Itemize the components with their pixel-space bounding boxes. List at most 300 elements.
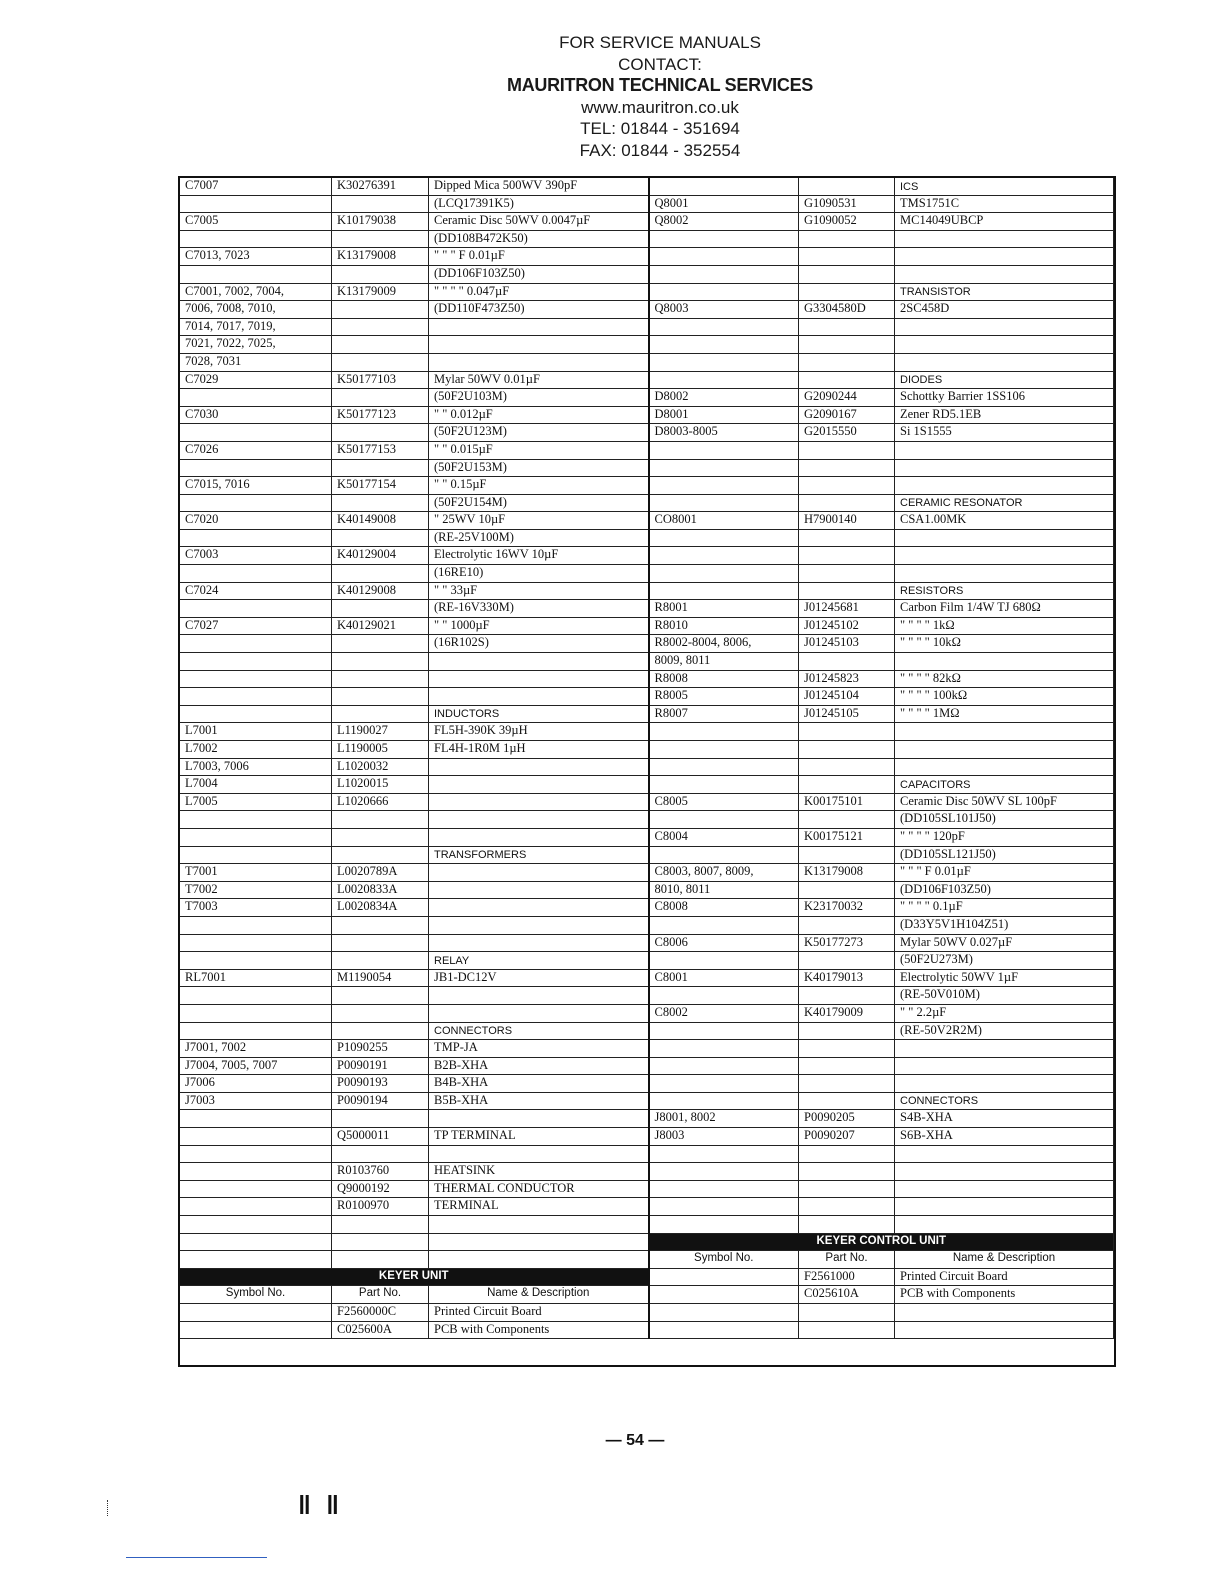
table-cell: [180, 934, 332, 952]
table-cell: Dipped Mica 500WV 390pF: [429, 178, 649, 196]
table-cell: RELAY: [429, 952, 649, 970]
table-row: [180, 741, 1114, 759]
table-cell: [429, 758, 649, 776]
parts-list-table: [179, 177, 1114, 1339]
header-line1: FOR SERVICE MANUALS: [559, 33, 761, 52]
table-cell: B2B-XHA: [429, 1057, 649, 1075]
table-cell: [180, 846, 332, 864]
table-cell: [332, 916, 429, 934]
table-cell: [649, 529, 799, 547]
table-cell: [332, 1233, 429, 1251]
table-cell: [332, 653, 429, 671]
table-cell: [332, 459, 429, 477]
table-cell: P0090207: [799, 1128, 895, 1146]
table-cell: [429, 916, 649, 934]
table-cell: T7001: [180, 864, 332, 882]
table-cell: [895, 529, 1114, 547]
column-header: Part No.: [799, 1251, 895, 1269]
table-cell: C7030: [180, 406, 332, 424]
table-cell: [799, 1163, 895, 1181]
table-cell: J01245105: [799, 705, 895, 723]
table-cell: [332, 934, 429, 952]
table-cell: [649, 459, 799, 477]
table-row: [180, 1110, 1114, 1128]
table-row: [180, 1004, 1114, 1022]
table-row: [180, 389, 1114, 407]
table-cell: P0090193: [332, 1075, 429, 1093]
table-cell: " " 2.2µF: [895, 1004, 1114, 1022]
table-cell: C025610A: [799, 1286, 895, 1304]
table-cell: [180, 195, 332, 213]
table-cell: [799, 336, 895, 354]
table-cell: C8006: [649, 934, 799, 952]
table-cell: [799, 653, 895, 671]
table-cell: C8008: [649, 899, 799, 917]
table-cell: L1190005: [332, 741, 429, 759]
table-cell: [649, 283, 799, 301]
header-line2: CONTACT:: [618, 54, 702, 74]
table-cell: [180, 1004, 332, 1022]
table-cell: [180, 265, 332, 283]
table-row: [180, 934, 1114, 952]
table-row: [180, 916, 1114, 934]
table-cell: [332, 811, 429, 829]
table-cell: J7004, 7005, 7007: [180, 1057, 332, 1075]
table-row: [180, 283, 1114, 301]
table-cell: [429, 353, 649, 371]
table-cell: [895, 459, 1114, 477]
table-cell: (DD110F473Z50): [429, 301, 649, 319]
table-cell: " " " F 0.01µF: [429, 248, 649, 266]
table-cell: [649, 1198, 799, 1216]
table-row: [180, 565, 1114, 583]
table-cell: L1020032: [332, 758, 429, 776]
table-cell: [429, 318, 649, 336]
table-cell: C8004: [649, 828, 799, 846]
table-row: [180, 600, 1114, 618]
table-cell: JB1-DC12V: [429, 969, 649, 987]
table-cell: [332, 529, 429, 547]
table-row: [180, 1075, 1114, 1093]
table-cell: INDUCTORS: [429, 705, 649, 723]
table-cell: R8010: [649, 617, 799, 635]
table-cell: L7005: [180, 793, 332, 811]
table-cell: K30276391: [332, 178, 429, 196]
table-cell: [429, 881, 649, 899]
table-cell: C8001: [649, 969, 799, 987]
table-cell: (RE-25V100M): [429, 529, 649, 547]
table-cell: [649, 987, 799, 1005]
table-cell: " " " " 0.047µF: [429, 283, 649, 301]
table-cell: (16R102S): [429, 635, 649, 653]
table-row: [180, 987, 1114, 1005]
table-cell: [180, 1216, 332, 1234]
table-cell: [180, 811, 332, 829]
table-cell: G2090167: [799, 406, 895, 424]
table-row: [180, 582, 1114, 600]
table-cell: [799, 565, 895, 583]
table-cell: J01245823: [799, 670, 895, 688]
table-cell: [332, 265, 429, 283]
table-cell: [649, 952, 799, 970]
table-cell: M1190054: [332, 969, 429, 987]
table-cell: " " " " 10kΩ: [895, 635, 1114, 653]
table-cell: [180, 952, 332, 970]
table-cell: [895, 1216, 1114, 1234]
table-row: [180, 1022, 1114, 1040]
table-cell: [332, 230, 429, 248]
table-cell: Q8001: [649, 195, 799, 213]
table-cell: CO8001: [649, 512, 799, 530]
table-cell: [799, 178, 895, 196]
table-cell: [332, 301, 429, 319]
table-cell: [332, 600, 429, 618]
table-cell: J8003: [649, 1128, 799, 1146]
table-cell: [895, 653, 1114, 671]
table-cell: [895, 1057, 1114, 1075]
table-cell: [895, 230, 1114, 248]
table-row: [180, 846, 1114, 864]
table-cell: [649, 1216, 799, 1234]
table-cell: [649, 1268, 799, 1286]
table-cell: " " " " 82kΩ: [895, 670, 1114, 688]
table-row: [180, 371, 1114, 389]
table-cell: L0020834A: [332, 899, 429, 917]
table-cell: CONNECTORS: [429, 1022, 649, 1040]
table-cell: [180, 230, 332, 248]
column-header: Name & Description: [429, 1286, 649, 1304]
table-cell: [429, 811, 649, 829]
table-cell: (RE-50V2R2M): [895, 1022, 1114, 1040]
table-row: [180, 811, 1114, 829]
table-cell: P0090194: [332, 1092, 429, 1110]
table-cell: H7900140: [799, 512, 895, 530]
table-cell: CAPACITORS: [895, 776, 1114, 794]
table-row: [180, 353, 1114, 371]
table-cell: Q8002: [649, 213, 799, 231]
table-row: [180, 1057, 1114, 1075]
table-cell: K50177273: [799, 934, 895, 952]
table-row: [180, 1233, 1114, 1251]
table-cell: C7026: [180, 441, 332, 459]
table-cell: R0100970: [332, 1198, 429, 1216]
table-cell: (DD108B472K50): [429, 230, 649, 248]
table-cell: [649, 723, 799, 741]
table-cell: [799, 1075, 895, 1093]
table-cell: [332, 389, 429, 407]
table-cell: CERAMIC RESONATOR: [895, 494, 1114, 512]
table-cell: [332, 987, 429, 1005]
table-row: [180, 494, 1114, 512]
page-number: — 54 —: [605, 1432, 665, 1449]
table-cell: [799, 1057, 895, 1075]
table-cell: C8005: [649, 793, 799, 811]
table-row: [180, 723, 1114, 741]
table-row: [180, 793, 1114, 811]
table-cell: [649, 1092, 799, 1110]
table-cell: [429, 1145, 649, 1163]
table-cell: [649, 1163, 799, 1181]
table-cell: [429, 987, 649, 1005]
table-row: [180, 828, 1114, 846]
table-cell: C7001, 7002, 7004,: [180, 283, 332, 301]
table-row: [180, 1251, 1114, 1269]
table-cell: C7007: [180, 178, 332, 196]
table-cell: TERMINAL: [429, 1198, 649, 1216]
table-cell: [180, 1251, 332, 1269]
table-cell: RL7001: [180, 969, 332, 987]
table-cell: (50F2U273M): [895, 952, 1114, 970]
table-row: [180, 1321, 1114, 1339]
table-cell: F2561000: [799, 1268, 895, 1286]
table-cell: [895, 353, 1114, 371]
company-name: MAURITRON TECHNICAL SERVICES: [507, 75, 813, 95]
table-cell: [429, 1110, 649, 1128]
table-cell: G3304580D: [799, 301, 895, 319]
table-row: [180, 1216, 1114, 1234]
table-cell: [649, 758, 799, 776]
table-cell: FL5H-390K 39µH: [429, 723, 649, 741]
table-cell: S6B-XHA: [895, 1128, 1114, 1146]
table-cell: [799, 582, 895, 600]
table-cell: " " " " 1kΩ: [895, 617, 1114, 635]
table-cell: J01245102: [799, 617, 895, 635]
table-cell: Printed Circuit Board: [895, 1268, 1114, 1286]
table-cell: [180, 828, 332, 846]
table-cell: [649, 582, 799, 600]
table-cell: G2015550: [799, 424, 895, 442]
table-cell: (LCQ17391K5): [429, 195, 649, 213]
table-cell: [332, 353, 429, 371]
table-cell: [180, 1304, 332, 1322]
table-cell: K00175101: [799, 793, 895, 811]
table-cell: [180, 1163, 332, 1181]
table-cell: [895, 741, 1114, 759]
table-cell: [649, 371, 799, 389]
table-cell: [429, 828, 649, 846]
table-cell: [649, 178, 799, 196]
table-cell: [180, 670, 332, 688]
table-cell: [649, 477, 799, 495]
scan-artifact: [107, 1500, 110, 1516]
table-cell: [895, 477, 1114, 495]
table-cell: B4B-XHA: [429, 1075, 649, 1093]
table-cell: B5B-XHA: [429, 1092, 649, 1110]
table-cell: " " " " 1MΩ: [895, 705, 1114, 723]
table-cell: [799, 776, 895, 794]
table-row: [180, 705, 1114, 723]
table-cell: [799, 881, 895, 899]
table-cell: [649, 811, 799, 829]
table-cell: [649, 318, 799, 336]
table-cell: [649, 846, 799, 864]
table-cell: J01245681: [799, 600, 895, 618]
table-cell: (50F2U153M): [429, 459, 649, 477]
table-cell: [429, 1233, 649, 1251]
table-cell: T7002: [180, 881, 332, 899]
table-cell: [799, 1040, 895, 1058]
table-row: [180, 424, 1114, 442]
table-cell: P0090191: [332, 1057, 429, 1075]
table-cell: 2SC458D: [895, 301, 1114, 319]
table-cell: [180, 529, 332, 547]
table-cell: [895, 565, 1114, 583]
table-cell: 7021, 7022, 7025,: [180, 336, 332, 354]
table-cell: R8005: [649, 688, 799, 706]
table-cell: [332, 705, 429, 723]
table-cell: Q9000192: [332, 1180, 429, 1198]
table-cell: [799, 529, 895, 547]
table-cell: [180, 459, 332, 477]
table-cell: L1020015: [332, 776, 429, 794]
table-row: [180, 178, 1114, 196]
table-cell: [429, 1251, 649, 1269]
table-row: [180, 899, 1114, 917]
table-cell: [180, 494, 332, 512]
table-cell: C7015, 7016: [180, 477, 332, 495]
table-cell: [180, 600, 332, 618]
table-cell: [180, 424, 332, 442]
table-row: [180, 688, 1114, 706]
table-cell: D8001: [649, 406, 799, 424]
table-cell: L7001: [180, 723, 332, 741]
table-cell: C7029: [180, 371, 332, 389]
table-cell: " " 0.15µF: [429, 477, 649, 495]
table-cell: S4B-XHA: [895, 1110, 1114, 1128]
table-cell: CSA1.00MK: [895, 512, 1114, 530]
table-cell: P0090205: [799, 1110, 895, 1128]
table-cell: [895, 248, 1114, 266]
table-row: [180, 1092, 1114, 1110]
table-cell: [799, 1304, 895, 1322]
table-row: [180, 881, 1114, 899]
table-cell: L7004: [180, 776, 332, 794]
table-cell: FL4H-1R0M 1µH: [429, 741, 649, 759]
column-header: Part No.: [332, 1286, 429, 1304]
table-cell: [895, 1075, 1114, 1093]
table-cell: L7003, 7006: [180, 758, 332, 776]
table-row: [180, 864, 1114, 882]
table-row: [180, 512, 1114, 530]
table-cell: [799, 248, 895, 266]
keyer-unit-title: KEYER UNIT: [180, 1268, 649, 1286]
table-cell: [332, 688, 429, 706]
table-cell: [429, 899, 649, 917]
website-link[interactable]: www.mauritron.co.uk: [581, 97, 739, 117]
table-cell: [180, 916, 332, 934]
table-cell: PCB with Components: [429, 1321, 649, 1339]
table-row: [180, 248, 1114, 266]
table-cell: [180, 1128, 332, 1146]
table-cell: " " " " 120pF: [895, 828, 1114, 846]
table-cell: [649, 1075, 799, 1093]
table-row: [180, 213, 1114, 231]
table-row: [180, 547, 1114, 565]
table-cell: K50177154: [332, 477, 429, 495]
column-header: Symbol No.: [180, 1286, 332, 1304]
table-cell: [895, 1321, 1114, 1339]
table-cell: K40179013: [799, 969, 895, 987]
table-row: [180, 617, 1114, 635]
table-cell: Q5000011: [332, 1128, 429, 1146]
table-cell: C7024: [180, 582, 332, 600]
table-cell: [649, 353, 799, 371]
table-cell: [799, 1216, 895, 1234]
table-cell: [180, 1110, 332, 1128]
table-cell: [332, 846, 429, 864]
table-cell: (DD106F103Z50): [429, 265, 649, 283]
table-cell: ICS: [895, 178, 1114, 196]
table-cell: [429, 653, 649, 671]
table-cell: [332, 1251, 429, 1269]
table-cell: K13179008: [332, 248, 429, 266]
table-cell: D8003-8005: [649, 424, 799, 442]
table-row: [180, 318, 1114, 336]
table-cell: C7005: [180, 213, 332, 231]
table-cell: [649, 1321, 799, 1339]
table-cell: K50177103: [332, 371, 429, 389]
table-cell: [332, 1022, 429, 1040]
table-cell: [649, 248, 799, 266]
table-row: [180, 230, 1114, 248]
table-cell: 8009, 8011: [649, 653, 799, 671]
table-cell: [799, 371, 895, 389]
table-cell: [799, 916, 895, 934]
table-cell: [799, 441, 895, 459]
table-cell: Mylar 50WV 0.01µF: [429, 371, 649, 389]
table-cell: K50177123: [332, 406, 429, 424]
table-cell: L1190027: [332, 723, 429, 741]
table-cell: [180, 1022, 332, 1040]
table-row: [180, 1128, 1114, 1146]
table-cell: Carbon Film 1/4W TJ 680Ω: [895, 600, 1114, 618]
table-cell: [895, 318, 1114, 336]
table-cell: K40179009: [799, 1004, 895, 1022]
table-cell: [649, 1057, 799, 1075]
table-cell: K40149008: [332, 512, 429, 530]
table-cell: (DD106F103Z50): [895, 881, 1114, 899]
table-cell: [429, 1004, 649, 1022]
table-cell: " " " " 100kΩ: [895, 688, 1114, 706]
table-row: [180, 952, 1114, 970]
table-cell: [649, 265, 799, 283]
table-cell: (16RE10): [429, 565, 649, 583]
table-cell: [895, 441, 1114, 459]
table-cell: [332, 195, 429, 213]
table-cell: L0020833A: [332, 881, 429, 899]
table-cell: [799, 758, 895, 776]
table-cell: (DD105SL101J50): [895, 811, 1114, 829]
table-cell: L7002: [180, 741, 332, 759]
table-cell: TMS1751C: [895, 195, 1114, 213]
table-cell: [799, 318, 895, 336]
table-cell: Electrolytic 50WV 1µF: [895, 969, 1114, 987]
table-cell: C8003, 8007, 8009,: [649, 864, 799, 882]
table-cell: [799, 741, 895, 759]
table-cell: Mylar 50WV 0.027µF: [895, 934, 1114, 952]
table-row: [180, 969, 1114, 987]
table-cell: K23170032: [799, 899, 895, 917]
table-cell: L1020666: [332, 793, 429, 811]
table-cell: K40129021: [332, 617, 429, 635]
table-cell: (RE-16V330M): [429, 600, 649, 618]
table-cell: [332, 1145, 429, 1163]
table-cell: Ceramic Disc 50WV 0.0047µF: [429, 213, 649, 231]
table-cell: RESISTORS: [895, 582, 1114, 600]
table-cell: [649, 776, 799, 794]
contact-header: [0, 32, 1224, 161]
table-cell: [799, 846, 895, 864]
